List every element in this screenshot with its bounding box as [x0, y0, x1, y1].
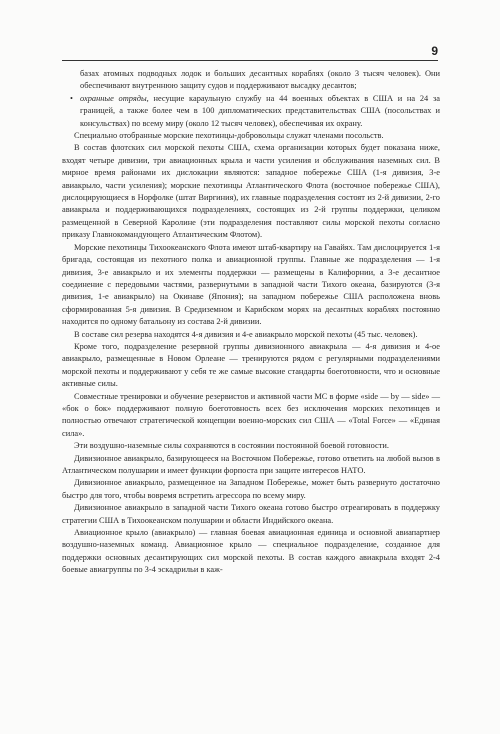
- paragraph: В состав флотских сил морской пехоты США, схема организации которых будет показана ниже, входят четыре дивизии, три авиационных крыла и части усиления и обслуживания наземных сил. В мирное время районами их дислокации являются: западное побережье США (1-я дивизия, 3-е авиакрыло, части усиления); морские пехотинцы Атлантического Флота (восточное побережье США), дислоцирующиеся в Норфолке (штат Виргиния), их главные подразделения состоят из 2-й дивизии, 2-го авиакрыла и поддерживающихся подразделениях, состоящих из 2-й группы поддержки, целиком размещенной в Северной Каролине (эти подразделения поставляют силы морской пехоты согласно приказу Главнокомандующего Атлантическим Флотом).: [62, 143, 440, 240]
- paragraph: Специально отобранные морские пехотинцы-добровольцы служат членами посольств.: [74, 131, 384, 141]
- bullet-marker: •: [70, 93, 73, 103]
- paragraph: Дивизионное авиакрыло в западной части Тихого океана готово быстро отреагировать в поддержку стратегии США в Тихоокеанском полушарии и области Индийского океана.: [62, 503, 440, 525]
- bullet-text: базах атомных подводных лодок и больших десантных кораблях (около 3 тысяч человек). Они обеспечивают внутреннюю защиту судов и поддерживают высадку десантов;: [80, 69, 440, 91]
- paragraph: Дивизионное авиакрыло, размещенное на Западном Побережье, может быть развернуто достаточно быстро для того, чтобы вовремя встретить агрессора по всему миру.: [62, 478, 440, 500]
- paragraph: Дивизионное авиакрыло, базирующееся на Восточном Побережье, готово ответить на любой вызов в Атлантическом полушарии и имеет функции форпоста при защите интересов НАТО.: [62, 453, 440, 475]
- bullet-text: несущие караульную службу на 44 военных объектах в США и на 24 за границей, а также более чем в 100 дипломатических представительствах США (посольствах и консульствах) по всему миру (около 12 тысяч человек), обеспечивая их охрану.: [80, 93, 440, 128]
- paragraph: Совместные тренировки и обучение резервистов и активной части МС в форме «side — by — side» — «бок о бок» поддерживают полную боеготовность всех без исключения морских пехотинцев и полностью отвечают стратегической концепции военно-морских сил США — «Total Force» — «Единая сила».: [62, 391, 440, 438]
- paragraph: Эти воздушно-наземные силы сохраняются в состоянии постоянной боевой готовности.: [74, 441, 389, 451]
- page-number: 9: [431, 44, 438, 58]
- paragraph: Морские пехотинцы Тихоокеанского Флота имеют штаб-квартиру на Гавайях. Там дислоцируется 1-я бригада, состоящая из пехотного полка и авиационной группы. Главные же подразделения — 1-я дивизия, 3-е авиакрыло и их элементы поддержки — размещены в Калифорнии, а 3-е десантное соединение с передовыми частями, развернутыми в западной части Тихого океана, базируются (3-я дивизия, 1-е авиакрыло) на Окинаве (Япония); на западном побережье США расположена вновь сформированная 5-я дивизия. В Средиземном и Карибском морях на десантных кораблях постоянно находится по одному батальону из состава 2-й дивизии.: [62, 242, 440, 327]
- header-rule: [62, 60, 438, 61]
- paragraph: Авиационное крыло (авиакрыло) — главная боевая авиационная единица и основной авиапартнер воздушно-наземных команд. Авиационное крыло — специальное подразделение, созданное для поддержки основных десантирующих сил морской пехоты. В состав каждого авиакрыла входят 2-4 боевые авиагруппы по 3-4 эскадрильи в каж-: [62, 528, 440, 575]
- bullet-item: [62, 68, 440, 93]
- bullet-item: [62, 93, 440, 130]
- paragraph: Кроме того, подразделение резервной группы дивизионного авиакрыла — 4-я дивизия и 4-ое авиакрыло, размещенные в Новом Орлеане — тренируются рядом с регулярными подразделениями морской пехоты и поддерживают у себя те же самые высокие стандарты боеготовности, что и основные активные силы.: [62, 341, 440, 389]
- paragraph: В составе сил резерва находятся 4-я дивизия и 4-е авиакрыло морской пехоты (45 тыс. человек).: [74, 329, 418, 339]
- body-text: [62, 68, 440, 577]
- bullet-lead: охранные отряды,: [80, 93, 149, 103]
